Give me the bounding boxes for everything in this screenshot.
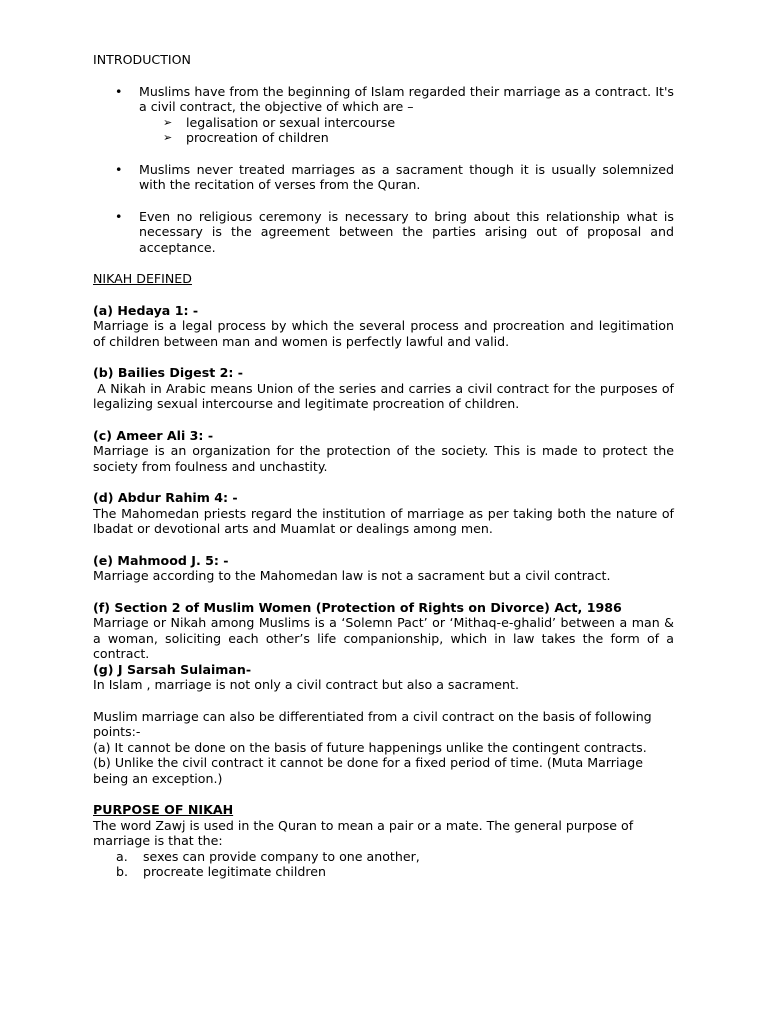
list-item <box>93 849 674 865</box>
nikah-defined-heading: NIKAH DEFINED <box>93 271 192 286</box>
purpose-text: The word Zawj is used in the Quran to mean a pair or a mate. The general purpose of marriage is that the: <box>93 817 634 848</box>
definition-title: (d) Abdur Rahim 4: - <box>93 490 238 505</box>
bullet-icon: • <box>115 161 123 177</box>
differentiation-point: (a) It cannot be done on the basis of future happenings unlike the contingent contracts. <box>93 739 647 755</box>
list-item-text: sexes can provide company to one another, <box>143 848 420 864</box>
purpose-heading: PURPOSE OF NIKAH <box>93 802 234 817</box>
definition-title: (c) Ameer Ali 3: - <box>93 427 214 443</box>
list-item <box>163 130 674 146</box>
list-item <box>93 864 674 880</box>
sub-item-text: procreation of children <box>186 130 329 145</box>
definition-title: (a) Hedaya 1: - <box>93 302 199 318</box>
bullet-icon: • <box>115 83 123 99</box>
definition-title: (g) J Sarsah Sulaiman- <box>93 661 252 677</box>
list-item <box>93 162 674 193</box>
bullet-text: Even no religious ceremony is necessary to bring about this relationship what is necessary is the agreement between the parties arising out of proposal and acceptance. <box>139 208 674 255</box>
definition-text: The Mahomedan priests regard the institution of marriage as per taking both the nature of Ibadat or devotional arts and Muamlat or dealings among men. <box>93 505 674 536</box>
list-item <box>93 84 674 146</box>
definition-text: Marriage according to the Mahomedan law is not a sacrament but a civil contract. <box>93 568 611 583</box>
definition-title: (b) Bailies Digest 2: - <box>93 365 244 380</box>
list-item-text: procreate legitimate children <box>143 864 326 879</box>
list-item <box>93 209 674 256</box>
list-marker: b. <box>116 864 128 879</box>
definition-text: In Islam , marriage is not only a civil contract but also a sacrament. <box>93 677 519 692</box>
bullet-text: Muslims have from the beginning of Islam regarded their marriage as a contract. It's a civil contract, the objective of which are – <box>139 83 674 114</box>
list-marker: a. <box>116 848 128 864</box>
introduction-bullet-list <box>93 84 674 256</box>
introduction-heading: INTRODUCTION <box>93 52 191 67</box>
purpose-list <box>93 849 674 880</box>
definition-text: Marriage is an organization for the protection of the society. This is made to protect the society from foulness and unchastity. <box>93 443 674 474</box>
sub-item-text: legalisation or sexual intercourse <box>186 114 396 130</box>
objectives-sub-list <box>139 115 674 146</box>
arrow-bullet-icon: ➢ <box>163 115 173 129</box>
definition-title: (e) Mahmood J. 5: - <box>93 552 229 568</box>
list-item <box>163 115 674 131</box>
differentiation-intro: Muslim marriage can also be differentiated from a civil contract on the basis of following points:- <box>93 708 652 739</box>
definition-title: (f) Section 2 of Muslim Women (Protection of Rights on Divorce) Act, 1986 <box>93 599 622 615</box>
bullet-text: Muslims never treated marriages as a sacrament though it is usually solemnized with the recitation of verses from the Quran. <box>139 161 674 192</box>
arrow-bullet-icon: ➢ <box>163 131 173 144</box>
definition-text: Marriage or Nikah among Muslims is a ‘Solemn Pact’ or ‘Mithaq-e-ghalid’ between a man & a woman, soliciting each other’s life companionship, which in law takes the form of a contract. <box>93 615 674 661</box>
definition-text: Marriage is a legal process by which the several process and procreation and legitimation of children between man and women is perfectly lawful and valid. <box>93 318 674 349</box>
differentiation-point: (b) Unlike the civil contract it cannot be done for a fixed period of time. (Muta Marriage being an exception.) <box>93 755 643 786</box>
bullet-icon: • <box>115 208 123 224</box>
document-page <box>93 52 674 880</box>
definition-text: A Nikah in Arabic means Union of the series and carries a civil contract for the purposes of legalizing sexual intercourse and legitimate procreation of children. <box>93 380 674 411</box>
